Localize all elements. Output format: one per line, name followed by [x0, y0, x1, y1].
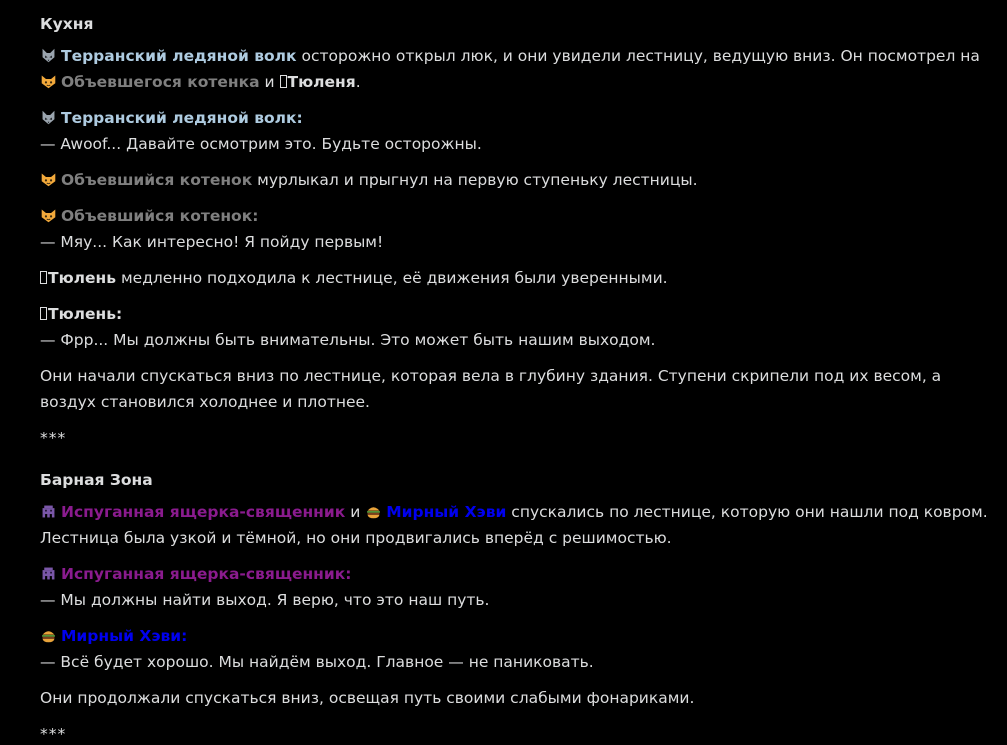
narration-text: мурлыкал и прыгнул на первую ступеньку лестницы. — [252, 171, 698, 189]
narration-text: . — [355, 73, 361, 91]
narration-text: и — [259, 73, 280, 91]
narration-paragraph: Они начали спускаться вниз по лестнице, которая вела в глубину здания. Ступени скрипели под их весом, а воздух становился холоднее и плотнее. — [40, 367, 942, 411]
character-name-kitten: Объевшийся котенок — [61, 171, 253, 189]
alien-monster-icon — [40, 565, 57, 582]
speaker-name-hevi: Мирный Хэви: — [61, 627, 188, 645]
character-name-lizard: Испуганная ящерка-священник — [61, 503, 346, 521]
narration-text: и — [345, 503, 366, 521]
narration-text: медленно подходила к лестнице, её движения были уверенными. — [116, 269, 668, 287]
speaker-name-seal: Тюлень: — [48, 305, 123, 323]
dialogue-line: — Мяу... Как интересно! Я пойду первым! — [40, 233, 384, 251]
section-title-kitchen: Кухня — [40, 15, 94, 33]
character-name-seal: Тюлень — [48, 269, 117, 287]
dialogue-block — [40, 203, 995, 255]
dialogue-line: — Всё будет хорошо. Мы найдём выход. Главное — не паниковать. — [40, 653, 594, 671]
narration-paragraph — [40, 265, 995, 291]
chat-log — [40, 11, 995, 745]
narration-paragraph — [40, 43, 995, 95]
cat-icon — [40, 73, 57, 90]
speaker-name-wolf: Терранский ледяной волк: — [61, 109, 303, 127]
section-separator: *** — [40, 725, 67, 743]
character-name-kitten: Объевшегося котенка — [61, 73, 260, 91]
dialogue-block — [40, 623, 995, 675]
section-separator: *** — [40, 429, 67, 447]
speaker-name-kitten: Объевшийся котенок: — [61, 207, 259, 225]
cat-icon — [40, 207, 57, 224]
narration-paragraph — [40, 167, 995, 193]
burger-icon — [365, 503, 382, 520]
wolf-icon — [40, 47, 57, 64]
dialogue-block — [40, 561, 995, 613]
burger-icon — [40, 627, 57, 644]
character-name-wolf: Терранский ледяной волк — [61, 47, 297, 65]
dialogue-line: — Фрр... Мы должны быть внимательны. Это может быть нашим выходом. — [40, 331, 656, 349]
dialogue-block — [40, 301, 995, 353]
character-name-hevi: Мирный Хэви — [386, 503, 507, 521]
dialogue-line: — Awoof... Давайте осмотрим это. Будьте осторожны. — [40, 135, 482, 153]
dialogue-line: — Мы должны найти выход. Я верю, что это наш путь. — [40, 591, 490, 609]
narration-paragraph — [40, 499, 995, 551]
dialogue-block — [40, 105, 995, 157]
narration-paragraph: Они продолжали спускаться вниз, освещая путь своими слабыми фонариками. — [40, 689, 695, 707]
missing-glyph-icon — [40, 271, 47, 284]
speaker-name-lizard: Испуганная ящерка-священник: — [61, 565, 352, 583]
alien-monster-icon — [40, 503, 57, 520]
wolf-icon — [40, 109, 57, 126]
narration-text: осторожно открыл люк, и они увидели лестницу, ведущую вниз. Он посмотрел на — [296, 47, 980, 65]
narration-text: спускались по лестнице, которую они нашли под ковром. Лестница была узкой и тёмной, но они продвигались вперёд с решимостью. — [40, 503, 988, 547]
missing-glyph-icon — [280, 75, 287, 88]
section-title-bar-zone: Барная Зона — [40, 471, 153, 489]
missing-glyph-icon — [40, 307, 47, 320]
character-name-seal: Тюленя — [287, 73, 356, 91]
cat-icon — [40, 171, 57, 188]
